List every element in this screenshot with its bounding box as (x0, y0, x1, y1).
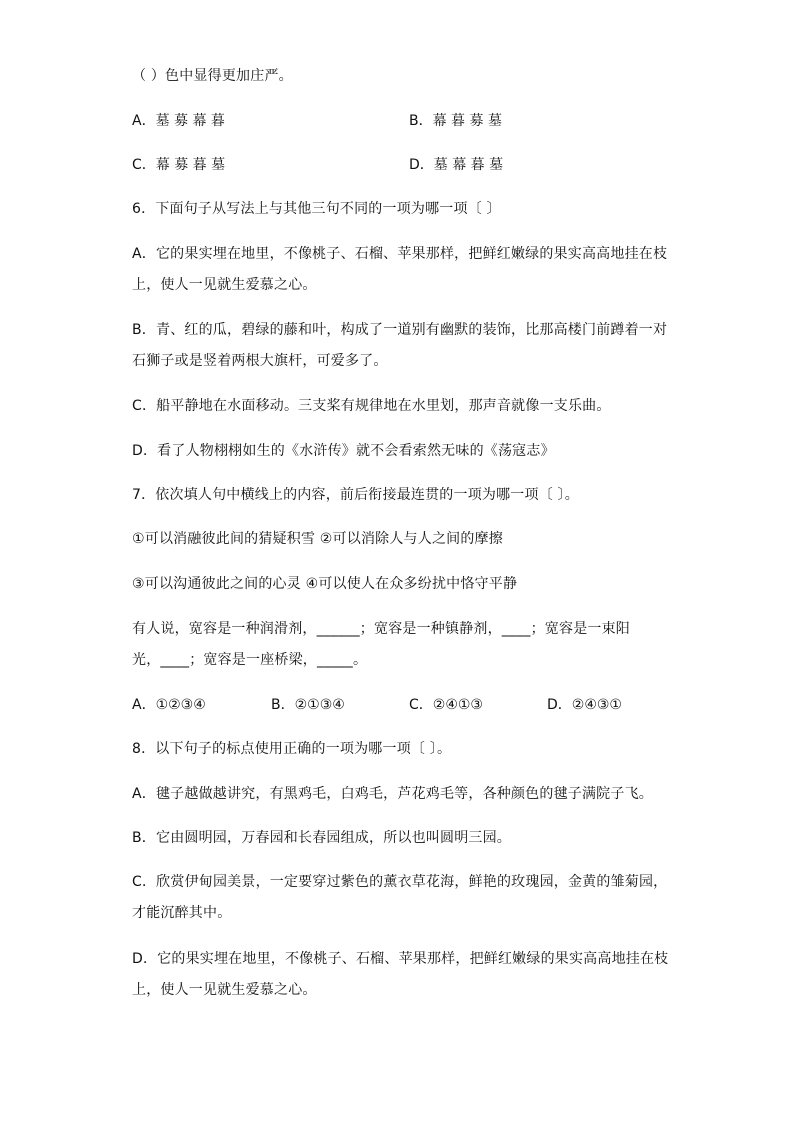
q8-option-b: B．它由圆明园，万春园和长春园组成，所以也叫圆明三园。 (132, 830, 512, 846)
q7-passage-line-2: 光，____；宽容是一座桥梁，_____。 (132, 652, 368, 668)
q5-option-a: A．墓 募 幕 暮 (132, 113, 225, 129)
q6-option-a-line-2: 上，使人一见就生爱慕之心。 (132, 277, 317, 293)
q5-option-b: B．幕 暮 募 墓 (409, 113, 502, 129)
q7-option-a: A．①②③④ (132, 697, 206, 713)
q8-option-a: A．毽子越做越讲究，有黑鸡毛，白鸡毛，芦花鸡毛等，各种颜色的毽子满院子飞。 (132, 786, 653, 802)
q5-option-c: C．幕 募 暮 墓 (132, 157, 226, 173)
q8-option-c-line-1: C．欣赏伊甸园美景，一定要穿过紫色的薰衣草花海，鲜艳的玫瑰园，金黄的雏菊园， (132, 874, 668, 890)
q6-option-b-line-1: B．青、红的瓜，碧绿的藤和叶，构成了一道别有幽默的装饰，比那高楼门前蹲着一对 (132, 322, 668, 338)
q7-option-b: B．②①③④ (271, 697, 345, 713)
q7-option-c: C．②④①③ (409, 697, 483, 713)
q7-items-row-1: ①可以消融彼此间的猜疑积雪 ②可以消除人与人之间的摩擦 (132, 531, 503, 547)
q8-option-c-line-2: 才能沉醉其中。 (132, 905, 232, 921)
q6-option-b-line-2: 石狮子或是竖着两根大旗杆，可爱多了。 (132, 353, 388, 369)
q7-items-row-2: ③可以沟通彼此之间的心灵 ④可以使人在众多纷扰中恪守平静 (132, 576, 518, 592)
q5-option-d: D．墓 幕 暮 墓 (409, 157, 504, 173)
q5-stem-tail: （ ）色中显得更加庄严。 (132, 68, 293, 84)
q6-option-a-line-1: A．它的果实埋在地里，不像桃子、石榴、苹果那样，把鲜红嫩绿的果实高高地挂在枝 (132, 246, 668, 262)
q8-option-d-line-2: 上，使人一见就生爱慕之心。 (132, 982, 317, 998)
q8-stem: 8．以下句子的标点使用正确的一项为哪一项〔 〕。 (132, 741, 452, 757)
q7-passage-line-1: 有人说，宽容是一种润滑剂，______；宽容是一种镇静剂，____；宽容是一束阳 (132, 621, 630, 637)
q6-stem: 6．下面句子从写法上与其他三句不同的一项为哪一项〔 〕 (132, 201, 501, 217)
q7-stem: 7．依次填人句中横线上的内容，前后衔接最连贯的一项为哪一项〔 〕。 (132, 487, 579, 503)
q7-option-d: D．②④③① (547, 697, 622, 713)
q6-option-c: C．船平静地在水面移动。三支桨有规律地在水里划，那声音就像一支乐曲。 (132, 398, 611, 414)
q8-option-d-line-1: D．它的果实埋在地里，不像桃子、石榴、苹果那样，把鲜红嫩绿的果实高高地挂在枝 (132, 951, 669, 967)
q6-option-d: D．看了人物栩栩如生的《水浒传》就不会看索然无味的《荡寇志》 (132, 443, 555, 459)
